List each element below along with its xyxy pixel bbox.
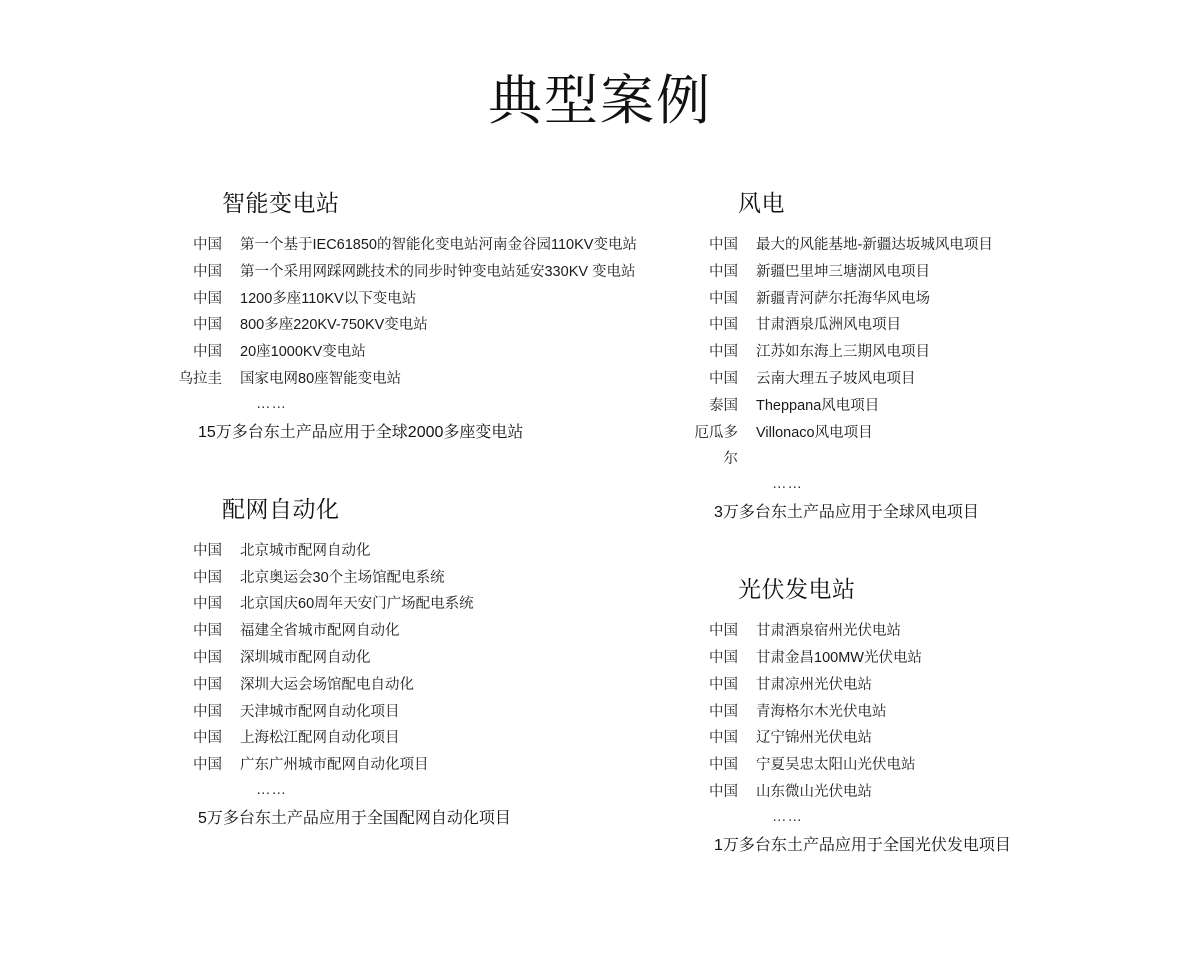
item-description: Villonaco风电项目 (756, 424, 873, 441)
section-summary: 5万多台东土产品应用于全国配网自动化项目 (198, 809, 511, 827)
list-item (168, 672, 684, 699)
item-description: 甘肃酒泉瓜洲风电项目 (756, 317, 901, 334)
item-description: 山东微山光伏电站 (756, 783, 872, 800)
item-description: 第一个采用网踩网跳技术的同步时钟变电站延安330KV 变电站 (240, 263, 636, 280)
list-item (684, 699, 1200, 726)
item-country: 中国 (709, 237, 738, 253)
item-country: 中国 (709, 290, 738, 307)
list-item (684, 232, 1200, 259)
item-country: 中国 (193, 542, 222, 559)
right-column (684, 185, 1200, 868)
item-description: 新疆巴里坤三塘湖风电项目 (756, 263, 930, 280)
section-title: 风电 (738, 190, 785, 216)
page-title: 典型案例 (488, 71, 712, 131)
list-item (168, 699, 684, 726)
item-country: 中国 (193, 263, 222, 280)
item-country: 中国 (193, 344, 222, 361)
section-summary: 3万多台东土产品应用于全球风电项目 (714, 504, 979, 522)
list-item (684, 286, 1200, 313)
item-country: 中国 (709, 263, 738, 280)
list-continuation: …… (256, 781, 287, 798)
section-solar-power (684, 571, 1200, 858)
item-country: 中国 (193, 757, 222, 774)
list-item (168, 591, 684, 618)
item-country: 中国 (193, 237, 222, 253)
item-country: 中国 (709, 317, 738, 334)
list-item (684, 645, 1200, 672)
item-description: 深圳城市配网自动化 (240, 649, 371, 666)
item-country: 中国 (709, 703, 738, 720)
list-item (168, 645, 684, 672)
item-country: 中国 (193, 623, 222, 640)
item-country: 中国 (193, 317, 222, 334)
list-item (684, 725, 1200, 752)
item-description: 云南大理五子坡风电项目 (756, 370, 916, 387)
list-continuation: …… (772, 476, 803, 493)
item-country: 中国 (193, 596, 222, 613)
item-description: 第一个基于IEC61850的智能化变电站河南金谷园110KV变电站 (240, 237, 637, 253)
item-country: 中国 (709, 649, 738, 666)
item-country: 中国 (709, 370, 738, 387)
item-country: 中国 (709, 344, 738, 361)
item-country: 中国 (709, 623, 738, 640)
list-item (684, 339, 1200, 366)
item-description: 辽宁锦州光伏电站 (756, 730, 872, 747)
list-item (168, 725, 684, 752)
item-country: 中国 (193, 569, 222, 586)
list-item (168, 312, 684, 339)
list-item (168, 286, 684, 313)
list-item (168, 565, 684, 592)
item-description: 1200多座110KV以下变电站 (240, 290, 417, 307)
list-item (168, 538, 684, 565)
item-country: 中国 (193, 290, 222, 307)
list-item (168, 618, 684, 645)
list-item (168, 752, 684, 779)
item-country: 中国 (193, 676, 222, 693)
item-country: 中国 (709, 676, 738, 693)
item-description: Theppana风电项目 (756, 397, 880, 414)
list-item (684, 259, 1200, 286)
section-title: 配网自动化 (222, 495, 340, 522)
item-country: 泰国 (709, 397, 738, 414)
section-title: 智能变电站 (222, 190, 340, 216)
item-description: 广东广州城市配网自动化项目 (240, 757, 429, 774)
section-summary: 1万多台东土产品应用于全国光伏发电项目 (714, 836, 1011, 854)
list-item (168, 232, 684, 259)
item-description: 天津城市配网自动化项目 (240, 703, 400, 720)
section-distribution-automation (168, 491, 684, 831)
list-item (168, 259, 684, 286)
item-country: 中国 (709, 730, 738, 747)
item-description: 深圳大运会场馆配电自动化 (240, 676, 414, 693)
item-description: 上海松江配网自动化项目 (240, 730, 400, 747)
item-country: 中国 (709, 783, 738, 800)
item-country: 中国 (709, 757, 738, 774)
item-country: 中国 (193, 649, 222, 666)
item-description: 20座1000KV变电站 (240, 344, 366, 361)
list-item (168, 366, 684, 393)
list-continuation: …… (772, 808, 803, 825)
item-description: 甘肃金昌100MW光伏电站 (756, 649, 922, 666)
list-item (684, 312, 1200, 339)
item-country: 厄瓜多尔 (694, 424, 738, 468)
item-description: 国家电网80座智能变电站 (240, 370, 402, 387)
item-description: 甘肃酒泉宿州光伏电站 (756, 623, 901, 640)
list-continuation: …… (256, 395, 287, 412)
section-smart-substation (168, 185, 684, 445)
item-description: 青海格尔木光伏电站 (756, 703, 887, 720)
list-item (168, 339, 684, 366)
item-description: 福建全省城市配网自动化 (240, 623, 400, 640)
list-item (684, 618, 1200, 645)
list-item (684, 366, 1200, 393)
list-item (684, 420, 1200, 474)
section-summary: 15万多台东土产品应用于全球2000多座变电站 (198, 423, 524, 441)
list-item (684, 393, 1200, 420)
left-column (168, 185, 684, 868)
item-country: 中国 (193, 730, 222, 747)
list-item (684, 779, 1200, 806)
section-title: 光伏发电站 (738, 576, 856, 603)
section-wind-power (684, 185, 1200, 525)
item-description: 800多座220KV-750KV变电站 (240, 317, 428, 334)
item-country: 中国 (193, 703, 222, 720)
list-item (684, 672, 1200, 699)
item-description: 江苏如东海上三期风电项目 (756, 344, 930, 361)
list-item (684, 752, 1200, 779)
item-description: 宁夏吴忠太阳山光伏电站 (756, 757, 916, 774)
item-description: 北京奥运会30个主场馆配电系统 (240, 569, 445, 586)
item-description: 北京国庆60周年天安门广场配电系统 (240, 596, 474, 613)
item-country: 乌拉圭 (178, 370, 222, 387)
item-description: 甘肃凉州光伏电站 (756, 676, 872, 693)
item-description: 新疆青河萨尔托海华风电场 (756, 290, 930, 307)
item-description: 北京城市配网自动化 (240, 542, 371, 559)
item-description: 最大的风能基地-新疆达坂城风电项目 (756, 237, 993, 253)
content-columns (0, 185, 1200, 868)
